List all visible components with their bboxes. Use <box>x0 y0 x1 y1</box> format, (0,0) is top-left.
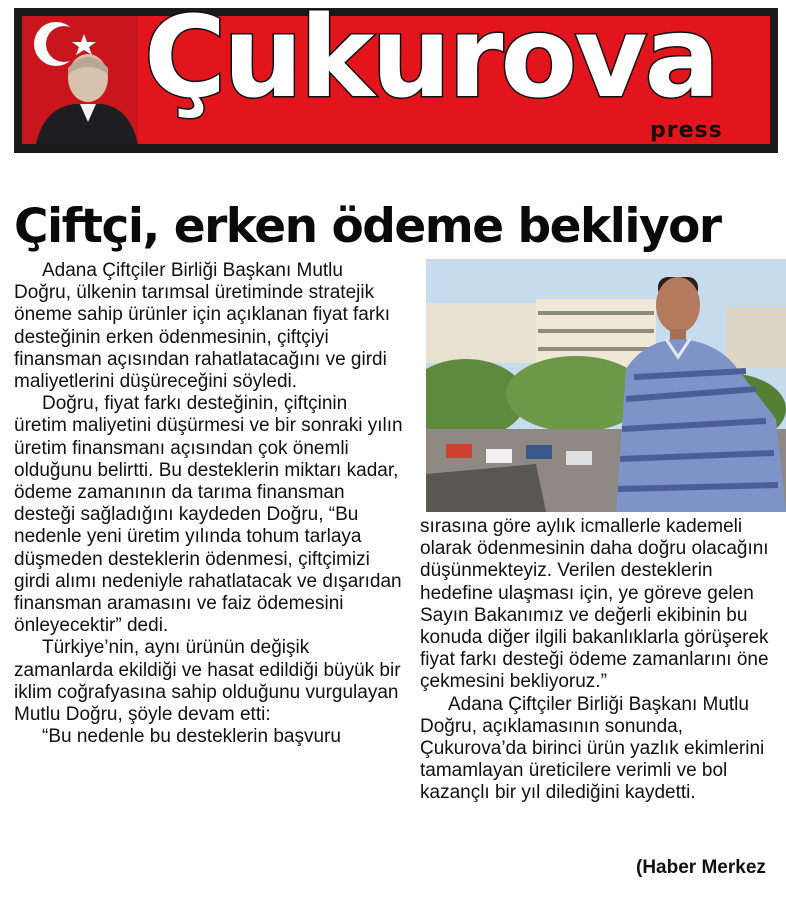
article-paragraph: “Bu nedenle bu desteklerin başvuru <box>42 726 341 748</box>
article-paragraph: Türkiye’nin, aynı ürünün değişik zamanlarda ekildiği ve hasat edildiği büyük bir iklim coğrafyasına sahip olduğunu vurgulayan Mutlu Doğru, şöyle devam etti: <box>14 637 401 726</box>
article-paragraph: Adana Çiftçiler Birliği Başkanı Mutlu Doğru, açıklamasının sonunda, Çukurova’da birinci ürün yazlık ekimlerini tamamlayan üreticilere verimli ve bol kazançlı bir yıl dilediğini kaydetti. <box>420 693 765 804</box>
article-source: (Haber Merkez <box>636 857 766 878</box>
article-column-right <box>420 516 786 805</box>
ataturk-portrait-image <box>22 16 138 144</box>
newspaper-logo-subtitle: press <box>650 118 723 143</box>
article-photo <box>426 259 786 512</box>
article-headline: Çiftçi, erken ödeme bekliyor <box>14 201 721 254</box>
masthead-banner <box>14 0 778 153</box>
article-paragraph: Adana Çiftçiler Birliği Başkanı Mutlu Doğru, ülkenin tarımsal üretiminde stratejik öneme sahip ürünler için açıklanan fiyat farkı desteğinin erken ödenmesinin, çiftçiyi finansman açısından rahatlatacağını ve girdi maliyetlerini düşüreceğini söyledi. <box>14 260 390 393</box>
article-paragraph: Doğru, fiyat farkı desteğinin, çiftçinin üretim maliyetini düşürmesi ve bir sonraki yılın üretim finansmanı açısından çok önemli olduğunu belirtti. Bu desteklerin miktarı kadar, ödeme zamanının da tarıma finansman desteği sağladığını kaydeden Doğru, “Bu nedenle yeni üretim yılında tohum tarlaya düşmeden desteklerin ödenmesi, çiftçimizi girdi alımı nedeniyle rahatlatacak ve dışarıdan finansman aramasını ve faiz ödemesini önleyecektir” dedi. <box>14 393 403 637</box>
article-paragraph: sırasına göre aylık icmallerle kademeli olarak ödenmesinin daha doğru olacağını düşünmekteyiz. Verilen desteklerin hedefine ulaşması için, ye göreve gelen Sayın Bakanımız ve değerli ekibinin bu konuda diğer ilgili bakanlıklarla görüşerek fiyat farkı desteği ödeme zamanlarını öne çekmesini bekliyoruz.” <box>420 516 769 693</box>
newspaper-logo[interactable]: Çukurova <box>144 0 717 123</box>
article-column-left <box>14 260 404 748</box>
